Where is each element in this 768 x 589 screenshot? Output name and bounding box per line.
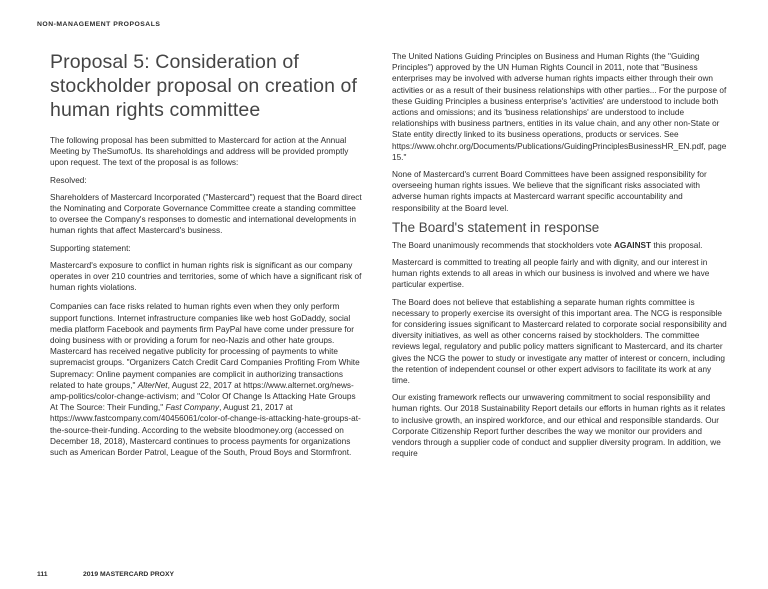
intro-paragraph: The following proposal has been submitted to Mastercard for action at the Annual Meeting by TheSumofUs. Its shareholdings and address will be provided promptly upon request. The text of the proposal is as follows: bbox=[50, 136, 349, 168]
document-title: 2019 MASTERCARD PROXY bbox=[83, 571, 175, 578]
page-title: Proposal 5: Consideration of stockholder proposal on creation of human rights committee bbox=[50, 51, 358, 121]
recommendation-pre: The Board unanimously recommends that stockholders vote bbox=[392, 240, 614, 250]
board-belief-paragraph: The Board does not believe that establishing a separate human rights committee is necessary to properly exercise its oversight of this important area. The NCG is responsible for considering issues significant to Mastercard related to corporate social responsibility and diversity initiatives, as well as other concerns raised by stockholders. The committee reviews legal, regulatory and public policy matters significant to Mastercard, and its charter gives the NCG the power to study or investigate any matter of interest or concern, including the retention of independent counsel or other expert advisors to facilitate its work at any time. bbox=[392, 297, 727, 386]
section-label: NON-MANAGEMENT PROPOSALS bbox=[37, 21, 161, 28]
exposure-paragraph: Mastercard's exposure to conflict in human rights risk is significant as our company operates in over 210 countries and territories, some of which have a significant risk of human rights violations. bbox=[50, 260, 362, 293]
companies-text-3: , August 21, 2017 at https://www.fastcompany.com/40456061/color-of-change-is-attacking-hate-groups-at-the-source-their-funding. According to the website bloodmoney.org (accessed on December 18, 2018), Mastercard continues to process payments for organizations such as American Border Patrol, League of the South, Proud Boys and Stormfront. bbox=[50, 403, 361, 458]
board-statement-heading: The Board's statement in response bbox=[392, 219, 600, 235]
commitment-paragraph: Mastercard is committed to treating all people fairly and with dignity, and our interest in human rights extends to all areas in which our business is involved and where we have particular expertise. bbox=[392, 258, 710, 290]
right-column bbox=[392, 51, 727, 466]
companies-text-2: , August 22, 2017 at https://www.alternet.org/news-amp-politics/color-change-activism; and "Color Of Change Is Attacking Hate Groups At The Source: Their Funding," bbox=[50, 380, 356, 413]
recommendation-post: this proposal. bbox=[651, 240, 703, 250]
committees-paragraph: None of Mastercard's current Board Committees have been assigned responsibility for overseeing human rights issues. We believe that the significant risks associated with adverse human rights impacts at Mastercard warrant specific accountability and responsibility at the Board level. bbox=[392, 170, 707, 213]
page-footer bbox=[37, 571, 174, 578]
recommendation-paragraph bbox=[392, 240, 727, 251]
un-principles-paragraph: The United Nations Guiding Principles on Business and Human Rights (the "Guiding Principles") approved by the UN Human Rights Council in 2011, note that "Business enterprises may be involved with adverse human rights impacts either through their own activities or as a result of their business relationships with other parties... For the purpose of these Guiding Principles a business enterprise's 'activities' are understood to include both actions and omissions; and its 'business relationships' are understood to include relationships with business partners, entities in its value chain, and any other non-State or State entity directly linked to its business operations, products or services. See https://www.ohchr.org/Documents/Publications/GuidingPrinciplesBusinessHR_EN.pdf, page 15." bbox=[392, 52, 727, 162]
supporting-label: Supporting statement: bbox=[50, 243, 131, 253]
framework-paragraph: Our existing framework reflects our unwavering commitment to social responsibility and human rights. Our 2018 Sustainability Report details our efforts in human rights as it relates to inclusive growth, an inspired workforce, and our ethical and responsible standards. Our Corporate Citizenship Report further describes the way we monitor our providers and vendors through a supplier code of conduct and supplier diversity program. In addition, we require bbox=[392, 393, 726, 459]
companies-paragraph bbox=[50, 301, 362, 458]
resolved-paragraph: Shareholders of Mastercard Incorporated ("Mastercard") request that the Board direct the Nominating and Corporate Governance Committee create a standing committee to oversee the Company's responses to domestic and international developments in human rights that affect Mastercard's business. bbox=[50, 192, 362, 236]
resolved-label: Resolved: bbox=[50, 175, 87, 185]
against-vote: AGAINST bbox=[613, 240, 652, 250]
fast-company-citation: Fast Company bbox=[165, 403, 220, 413]
left-column bbox=[50, 50, 362, 464]
companies-text-1: Companies can face risks related to human rights even when they only perform support functions. Internet infrastructure companies like web host GoDaddy, social media platform Facebook and payments firm PayPal have come under pressure for doing business with or providing a forum for neo-Nazis and other hate groups. Mastercard has received negative publicity for processing of payments to white supremacist groups. "Organizers Catch Credit Card Companies Profiting From White Supremacy: Online payment companies are complicit in authorizing transactions related to hate groups," bbox=[50, 302, 360, 390]
alternet-citation: AlterNet bbox=[137, 380, 168, 390]
page-number: 111 bbox=[37, 571, 48, 578]
